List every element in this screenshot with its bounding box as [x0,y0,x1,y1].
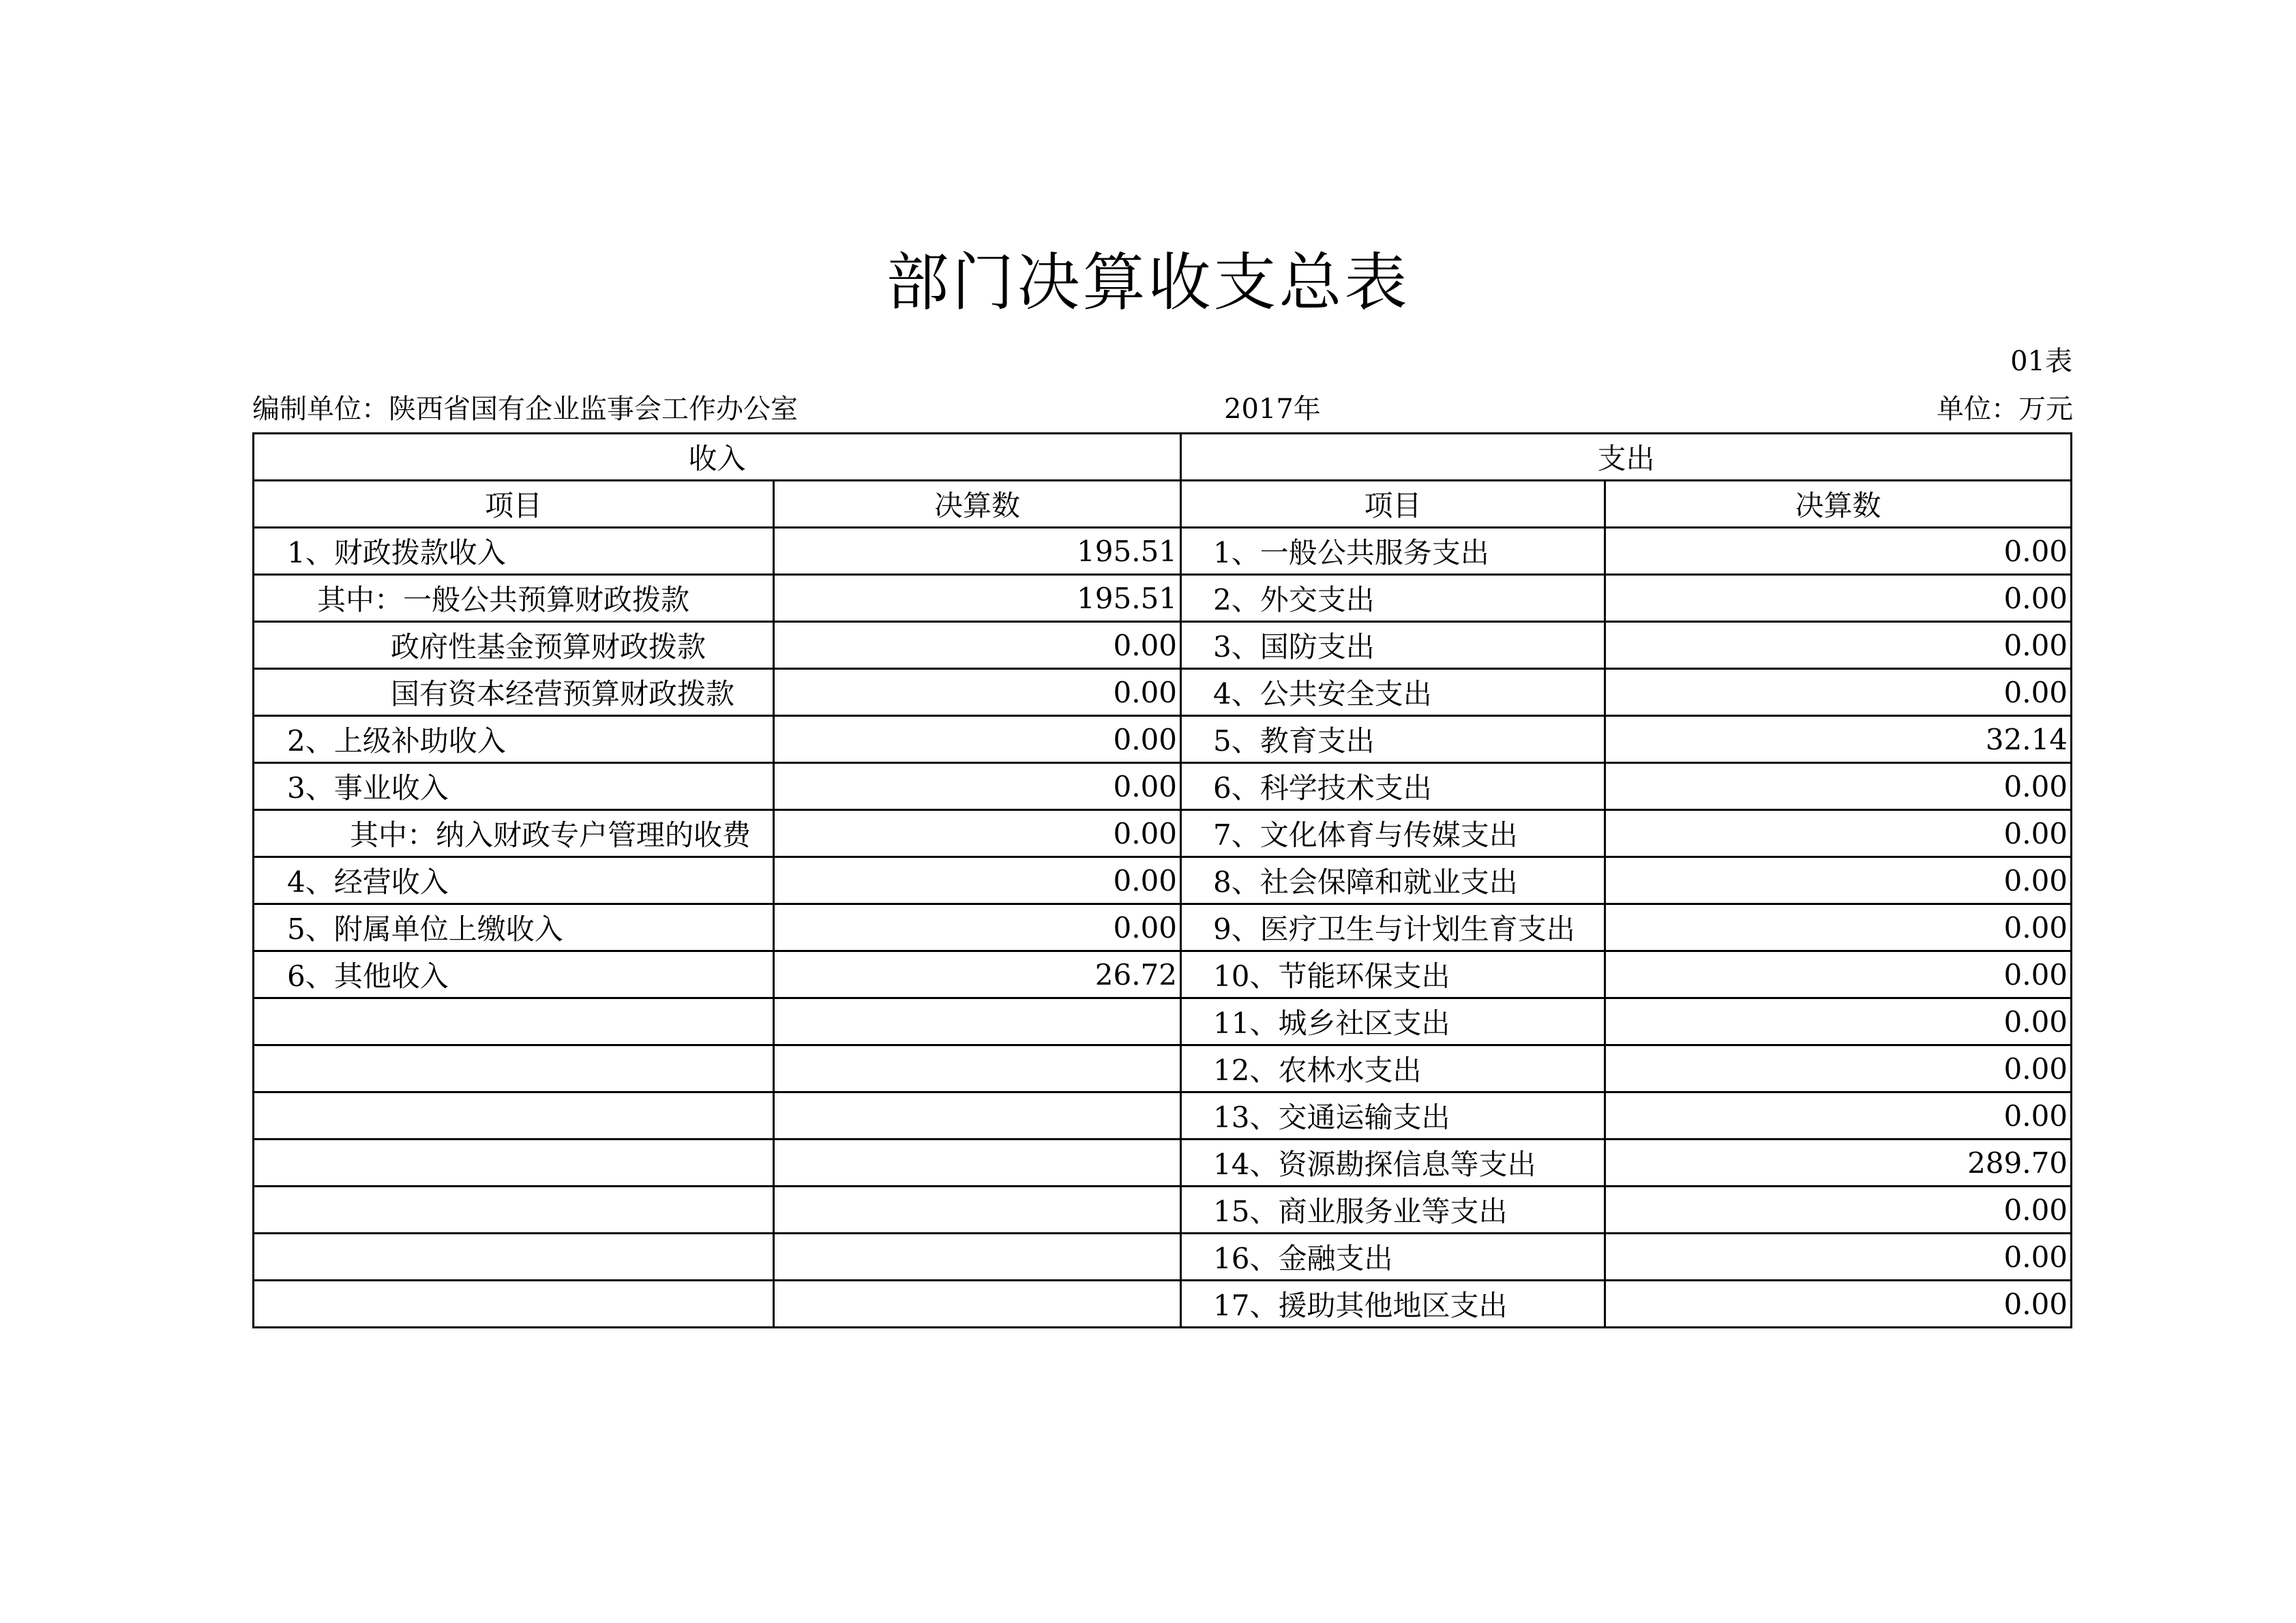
table-row [254,1187,2072,1234]
expense-item: 7、文化体育与传媒支出 [1181,810,1605,857]
expense-amount: 0.00 [1605,622,2072,669]
expense-item: 11、城乡社区支出 [1181,998,1605,1045]
expense-amount: 289.70 [1605,1140,2072,1187]
income-item: 国有资本经营预算财政拨款 [254,669,774,716]
budget-summary-table [252,432,2072,1328]
expense-item: 5、教育支出 [1181,716,1605,763]
expense-item: 4、公共安全支出 [1181,669,1605,716]
expense-item: 17、援助其他地区支出 [1181,1281,1605,1328]
expense-amount: 0.00 [1605,904,2072,951]
table-row [254,998,2072,1045]
income-amount-header: 决算数 [774,481,1181,528]
income-amount [774,1187,1181,1234]
income-item [254,1234,774,1281]
income-item [254,1045,774,1092]
expense-item: 15、商业服务业等支出 [1181,1187,1605,1234]
income-item [254,998,774,1045]
income-item [254,1140,774,1187]
expense-item: 14、资源勘探信息等支出 [1181,1140,1605,1187]
meta-row [252,387,2073,431]
table-row [254,951,2072,998]
income-item [254,1281,774,1328]
expense-amount: 0.00 [1605,669,2072,716]
expense-item: 3、国防支出 [1181,622,1605,669]
expense-amount: 0.00 [1605,1092,2072,1140]
expense-amount: 32.14 [1605,716,2072,763]
compiling-unit: 编制单位：陕西省国有企业监事会工作办公室 [252,393,798,425]
column-header-row [254,481,2072,528]
expense-item-header: 项目 [1181,481,1605,528]
income-amount: 0.00 [774,716,1181,763]
income-amount: 0.00 [774,857,1181,904]
expense-amount: 0.00 [1605,810,2072,857]
income-amount [774,1140,1181,1187]
expense-item: 12、农林水支出 [1181,1045,1605,1092]
expense-item: 2、外交支出 [1181,575,1605,622]
table-row [254,857,2072,904]
table-row [254,669,2072,716]
expense-amount: 0.00 [1605,1045,2072,1092]
income-amount: 0.00 [774,763,1181,810]
expense-item: 9、医疗卫生与计划生育支出 [1181,904,1605,951]
page-title: 部门决算收支总表 [886,246,1410,319]
expense-item: 1、一般公共服务支出 [1181,528,1605,575]
expense-amount: 0.00 [1605,1281,2072,1328]
expense-amount: 0.00 [1605,763,2072,810]
income-item: 1、财政拨款收入 [254,528,774,575]
table-row [254,1045,2072,1092]
fiscal-year: 2017年 [1224,393,1321,425]
income-amount: 0.00 [774,904,1181,951]
income-amount [774,1092,1181,1140]
income-item: 其中：一般公共预算财政拨款 [254,575,774,622]
income-amount: 0.00 [774,669,1181,716]
expense-amount: 0.00 [1605,1187,2072,1234]
expense-amount: 0.00 [1605,857,2072,904]
expense-amount: 0.00 [1605,998,2072,1045]
income-item: 政府性基金预算财政拨款 [254,622,774,669]
table-row [254,1234,2072,1281]
expense-amount-header: 决算数 [1605,481,2072,528]
income-item [254,1187,774,1234]
income-amount: 0.00 [774,810,1181,857]
income-amount: 195.51 [774,528,1181,575]
income-amount [774,998,1181,1045]
table-row [254,1140,2072,1187]
income-item-header: 项目 [254,481,774,528]
income-item: 6、其他收入 [254,951,774,998]
form-number: 01表 [2010,346,2072,377]
table-row [254,1092,2072,1140]
table-row [254,810,2072,857]
table-row [254,1281,2072,1328]
expense-amount: 0.00 [1605,575,2072,622]
expense-item: 16、金融支出 [1181,1234,1605,1281]
income-amount: 195.51 [774,575,1181,622]
expense-item: 8、社会保障和就业支出 [1181,857,1605,904]
currency-unit: 单位：万元 [1937,393,2073,425]
income-item: 5、附属单位上缴收入 [254,904,774,951]
table-row [254,716,2072,763]
table-row [254,528,2072,575]
income-amount [774,1281,1181,1328]
table-row [254,904,2072,951]
expense-section-header: 支出 [1181,434,2072,481]
income-item: 4、经营收入 [254,857,774,904]
income-item: 其中：纳入财政专户管理的收费 [254,810,774,857]
table-row [254,575,2072,622]
expense-amount: 0.00 [1605,1234,2072,1281]
section-header-row [254,434,2072,481]
income-item: 3、事业收入 [254,763,774,810]
income-section-header: 收入 [254,434,1181,481]
table-row [254,622,2072,669]
income-item: 2、上级补助收入 [254,716,774,763]
income-amount [774,1234,1181,1281]
income-item [254,1092,774,1140]
income-amount: 26.72 [774,951,1181,998]
expense-amount: 0.00 [1605,528,2072,575]
expense-item: 10、节能环保支出 [1181,951,1605,998]
table-row [254,763,2072,810]
income-amount [774,1045,1181,1092]
income-amount: 0.00 [774,622,1181,669]
expense-item: 6、科学技术支出 [1181,763,1605,810]
expense-item: 13、交通运输支出 [1181,1092,1605,1140]
expense-amount: 0.00 [1605,951,2072,998]
